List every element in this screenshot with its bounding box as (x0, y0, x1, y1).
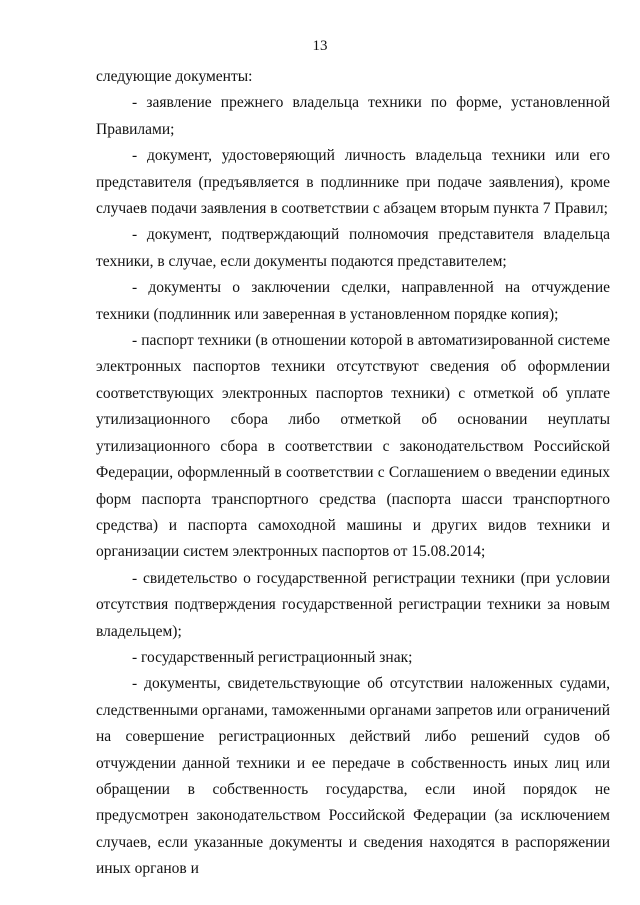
list-item-vehicle-passport: - паспорт техники (в отношении которой в автоматизированной системе электронных паспортов техники отсутствуют сведения об оформлении соответствующих электронных паспортов техники) с отметкой об уплате утилизационного сбора либо отметкой об основании неуплаты утилизационного сбора в соответствии с законодательством Российской Федерации, оформленный в соответствии с Соглашением о введении единых форм паспорта транспортного средства (паспорта шасси транспортного средства) и паспорта самоходной машины и других видов техники и организации систем электронных паспортов от 15.08.2014; (96, 332, 610, 561)
list-item-registration-certificate: - свидетельство о государственной регистрации техники (при условии отсутствия подтверждения государственной регистрации техники за новым владельцем); (96, 569, 610, 640)
list-item-restriction-documents: - документы, свидетельствующие об отсутствии наложенных судами, следственными органами, таможенными органами запретов или ограничений на совершение регистрационных действий либо решений судов об отчуждении данной техники и ее передаче в собственность иных лиц или обращении в собственность государства, если иной порядок не предусмотрен законодательством Российской Федерации (за исключением случаев, если указанные документы и сведения находятся в распоряжении иных органов и (96, 675, 610, 878)
list-item-authority-document: - документ, подтверждающий полномочия представителя владельца техники, в случае, если документы подаются представителем; (96, 226, 610, 270)
intro-line: следующие документы: (96, 68, 253, 85)
list-item-identity-document: - документ, удостоверяющий личность владельца техники или его представителя (предъявляется в подлиннике при подаче заявления), кроме случаев подачи заявления в соответствии с абзацем вторым пункта 7 Правил; (96, 147, 610, 218)
list-item-registration-plate: - государственный регистрационный знак; (132, 648, 413, 666)
document-body (96, 64, 610, 883)
page-number: 13 (312, 38, 328, 54)
list-item-transaction-documents: - документы о заключении сделки, направленной на отчуждение техники (подлинник или заверенная в установленном порядке копия); (96, 279, 610, 323)
list-item-application: - заявление прежнего владельца техники по форме, установленной Правилами; (96, 94, 610, 138)
